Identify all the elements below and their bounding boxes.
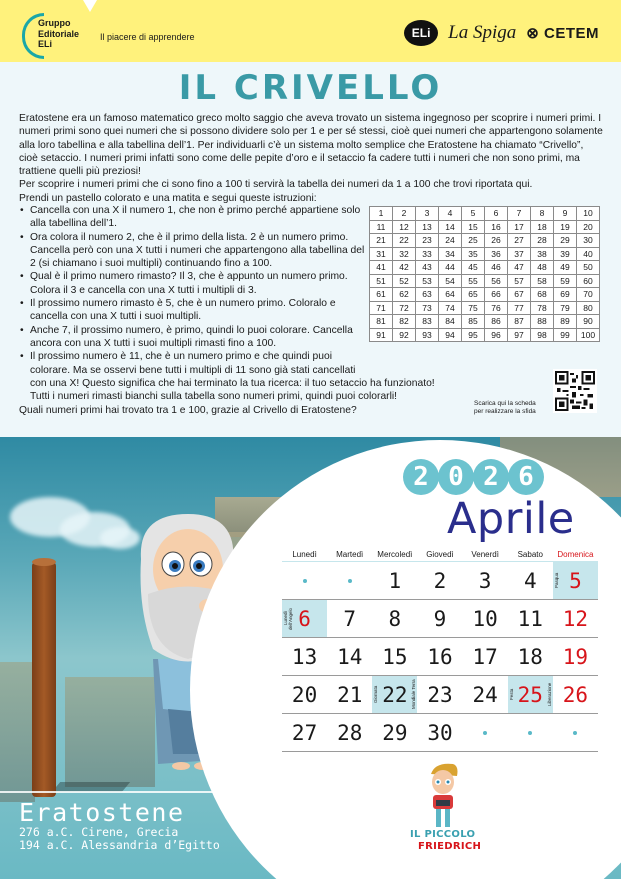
- calendar-empty-cell: [553, 714, 598, 751]
- intro-prompt: Prendi un pastello colorato e una matita e segui queste istruzioni:: [19, 192, 317, 204]
- calendar-day-cell[interactable]: [553, 638, 598, 675]
- grid-number-cell[interactable]: 26: [485, 234, 508, 248]
- calendar-day-cell[interactable]: [372, 600, 417, 637]
- grid-number-cell[interactable]: 73: [416, 301, 439, 315]
- instruction-item: • Ora colora il numero 2, che è il primo della lista. 2 è un numero primo. Cancella però con una X tutti i numeri che appartengono alla tabellina del 2 (si chiamano i suoi multipli) continuando fino a 100.: [19, 231, 369, 271]
- grid-number-cell[interactable]: 59: [554, 274, 577, 288]
- dot-icon: [303, 579, 307, 583]
- day-number: 13: [291, 644, 318, 669]
- day-number: 3: [478, 568, 492, 593]
- weekday-label: Giovedì: [426, 550, 454, 559]
- calendar-day-cell[interactable]: [372, 562, 417, 599]
- day-number: 8: [388, 606, 402, 631]
- grid-number-cell[interactable]: 87: [508, 315, 531, 329]
- grid-number-cell[interactable]: 14: [439, 220, 462, 234]
- grid-number-cell[interactable]: 4: [439, 207, 462, 221]
- calendar-day-cell[interactable]: [417, 600, 462, 637]
- grid-row: [370, 315, 600, 329]
- grid-number-cell[interactable]: 74: [439, 301, 462, 315]
- ruin-column-icon: [0, 662, 35, 802]
- grid-number-cell[interactable]: 10: [577, 207, 600, 221]
- calendar-day-cell[interactable]: [463, 600, 508, 637]
- grid-number-cell[interactable]: 86: [485, 315, 508, 329]
- calendar-week-row: [282, 714, 598, 752]
- grid-number-cell[interactable]: 40: [577, 247, 600, 261]
- grid-number-cell[interactable]: 70: [577, 288, 600, 302]
- header-notch: [83, 0, 97, 12]
- grid-number-cell[interactable]: 80: [577, 301, 600, 315]
- grid-number-cell[interactable]: 100: [577, 328, 600, 342]
- grid-row: [370, 234, 600, 248]
- holiday-note: Giornata: [373, 685, 379, 704]
- grid-number-cell[interactable]: 82: [393, 315, 416, 329]
- qr-caption-line-2: per realizzare la sfida: [474, 407, 536, 415]
- holiday-note: Lunedì dell’Angelo: [283, 607, 293, 630]
- day-number: 15: [382, 644, 408, 669]
- grid-number-cell[interactable]: 18: [531, 220, 554, 234]
- brand-name-line-1: Gruppo: [38, 18, 71, 28]
- calendar-day-cell[interactable]: [327, 600, 372, 637]
- calendar-day-cell[interactable]: [327, 638, 372, 675]
- grid-number-cell[interactable]: 45: [462, 261, 485, 275]
- calendar-day-cell[interactable]: [463, 676, 508, 713]
- calendar-day-cell[interactable]: [417, 676, 462, 713]
- person-birth: 276 a.C. Cirene, Grecia: [19, 825, 179, 839]
- grid-number-cell[interactable]: 28: [531, 234, 554, 248]
- intro-instruction: Per scoprire i numeri primi che ci sono fino a 100 ti servirà la tabella dei numeri da 1 a 100 che trovi riportata qui.: [19, 179, 533, 191]
- grid-number-cell[interactable]: 2: [393, 207, 416, 221]
- year-digit: 6: [508, 459, 544, 495]
- grid-number-cell[interactable]: 60: [577, 274, 600, 288]
- calendar-day-cell[interactable]: [282, 714, 327, 751]
- hundred-number-grid: [369, 206, 600, 342]
- calendar-day-cell[interactable]: [508, 638, 553, 675]
- calendar-day-cell[interactable]: [417, 562, 462, 599]
- grid-number-cell[interactable]: 23: [416, 234, 439, 248]
- calendar-year: [403, 459, 543, 495]
- weekday-label: Sabato: [517, 550, 543, 559]
- grid-number-cell[interactable]: 3: [416, 207, 439, 221]
- qr-caption-line-1: Scarica qui la scheda: [474, 400, 536, 407]
- grid-number-cell[interactable]: 38: [531, 247, 554, 261]
- grid-number-cell[interactable]: 84: [439, 315, 462, 329]
- day-number: 26: [562, 682, 589, 707]
- year-digit: 0: [438, 459, 474, 495]
- holiday-note: Pasqua: [553, 572, 559, 589]
- calendar-day-cell[interactable]: [508, 676, 553, 713]
- calendar-week-row: [282, 562, 598, 600]
- dot-icon: [483, 731, 487, 735]
- day-number: 2: [433, 568, 447, 593]
- grid-number-cell[interactable]: 31: [370, 247, 393, 261]
- closing-question: Quali numeri primi hai trovato tra 1 e 100, grazie al Crivello di Eratostene?: [19, 404, 357, 416]
- grid-number-cell[interactable]: 57: [508, 274, 531, 288]
- day-number: 30: [427, 720, 453, 745]
- grid-number-cell[interactable]: 89: [554, 315, 577, 329]
- day-number: 29: [382, 720, 408, 745]
- weekday-label: Lunedì: [292, 550, 317, 559]
- weekday-label-sunday: Domenica: [557, 550, 594, 559]
- dot-icon: [573, 731, 577, 735]
- calendar-day-cell[interactable]: [463, 562, 508, 599]
- brand-name-line-3: ELi: [38, 39, 53, 49]
- calendar-day-cell[interactable]: [282, 676, 327, 713]
- grid-number-cell[interactable]: 25: [462, 234, 485, 248]
- grid-row: [370, 220, 600, 234]
- calendar-day-cell[interactable]: [372, 676, 417, 713]
- laspiga-logo: La Spiga: [448, 22, 517, 43]
- grid-number-cell[interactable]: 39: [554, 247, 577, 261]
- grid-number-cell[interactable]: 54: [439, 274, 462, 288]
- closing-line-1: con una X! Questo significa che hai terminato la tua ricerca: il tuo setaccio ha funzionato!: [30, 378, 435, 389]
- grid-number-cell[interactable]: 92: [393, 328, 416, 342]
- grid-number-cell[interactable]: 72: [393, 301, 416, 315]
- grid-number-cell[interactable]: 27: [508, 234, 531, 248]
- weekday-header: [282, 550, 598, 559]
- grid-number-cell[interactable]: 79: [554, 301, 577, 315]
- grid-number-cell[interactable]: 17: [508, 220, 531, 234]
- grid-number-cell[interactable]: 83: [416, 315, 439, 329]
- grid-number-cell[interactable]: 35: [462, 247, 485, 261]
- qr-code-icon[interactable]: [553, 369, 597, 413]
- calendar-empty-cell: [327, 562, 372, 599]
- grid-number-cell[interactable]: 36: [485, 247, 508, 261]
- grid-number-cell[interactable]: 68: [531, 288, 554, 302]
- grid-number-cell[interactable]: 67: [508, 288, 531, 302]
- day-number: 5: [569, 568, 582, 593]
- grid-number-cell[interactable]: 52: [393, 274, 416, 288]
- gnomon-pole-icon: [32, 562, 56, 797]
- day-number: 21: [337, 682, 363, 707]
- grid-number-cell[interactable]: 1: [370, 207, 393, 221]
- intro-paragraph: Eratostene era un famoso matematico greco molto saggio che aveva trovato un sistema ingegnoso per scoprire i numeri primi. I numeri primi sono quei numeri che si possono dividere solo per 1 e per sé stessi, cioè quei numeri che appartengono solamente alla loro tabellina e alla tabellina dell’1. Per individuarli c’è un sistema molto semplice che Eratostene ha chiamato “Crivello”, cioè setaccio. I numeri primi infatti sono come delle pepite d’oro e il setaccio fa cadere tutti i numeri che non sono primi, ma trattiene quelli più preziosi!: [19, 113, 603, 178]
- grid-row: [370, 274, 600, 288]
- day-number: 9: [433, 606, 447, 631]
- eli-logo-icon: ELi: [404, 20, 438, 46]
- name-divider: [0, 791, 270, 793]
- grid-number-cell[interactable]: 66: [485, 288, 508, 302]
- grid-number-cell[interactable]: 85: [462, 315, 485, 329]
- instruction-item: • Il prossimo numero rimasto è 5, che è un numero primo. Coloralo e cancella con una X tutti i suoi multipli.: [19, 297, 369, 324]
- calendar-month: Aprile: [447, 494, 575, 544]
- grid-number-cell[interactable]: 33: [416, 247, 439, 261]
- piccolo-friedrich-mascot-icon: [423, 762, 463, 832]
- instruction-item: • Cancella con una X il numero 1, che non è primo perché appartiene solo alla tabellina dell’1.: [19, 204, 369, 231]
- grid-number-cell[interactable]: 98: [531, 328, 554, 342]
- calendar-week-row: [282, 676, 598, 714]
- calendar-day-cell[interactable]: [372, 714, 417, 751]
- grid-number-cell[interactable]: 30: [577, 234, 600, 248]
- instruction-list: [19, 204, 369, 377]
- grid-number-cell[interactable]: 62: [393, 288, 416, 302]
- grid-row: [370, 288, 600, 302]
- day-number: 19: [562, 644, 589, 669]
- grid-number-cell[interactable]: 32: [393, 247, 416, 261]
- instruction-item: • Anche 7, il prossimo numero, è primo, quindi lo puoi colorare. Cancella ancora con una X tutti i suoi multipli rimasti fino a 100.: [19, 324, 369, 351]
- calendar-day-cell[interactable]: [463, 638, 508, 675]
- calendar-day-cell[interactable]: [508, 562, 553, 599]
- cetem-logo: ⊗ CETEM: [526, 25, 599, 42]
- grid-row: [370, 301, 600, 315]
- day-number: 14: [337, 644, 363, 669]
- grid-number-cell[interactable]: 81: [370, 315, 393, 329]
- day-number: 23: [427, 682, 453, 707]
- grid-row: [370, 328, 600, 342]
- person-name: Eratostene: [19, 798, 185, 827]
- grid-number-cell[interactable]: 77: [508, 301, 531, 315]
- grid-number-cell[interactable]: 61: [370, 288, 393, 302]
- day-number: 28: [337, 720, 363, 745]
- grid-number-cell[interactable]: 90: [577, 315, 600, 329]
- day-number: 7: [343, 606, 357, 631]
- grid-number-cell[interactable]: 41: [370, 261, 393, 275]
- weekday-label: Martedì: [336, 550, 364, 559]
- intro-text: [19, 112, 604, 205]
- holiday-note: Mondiale Terra: [411, 679, 417, 710]
- day-number: 1: [388, 568, 402, 593]
- calendar-day-cell[interactable]: [553, 562, 598, 599]
- calendar-empty-cell: [508, 714, 553, 751]
- day-number: 27: [291, 720, 318, 745]
- grid-number-cell[interactable]: 56: [485, 274, 508, 288]
- day-number: 17: [472, 644, 498, 669]
- grid-number-cell[interactable]: 34: [439, 247, 462, 261]
- grid-number-cell[interactable]: 48: [531, 261, 554, 275]
- day-number: 11: [517, 606, 543, 631]
- grid-number-cell[interactable]: 15: [462, 220, 485, 234]
- calendar-day-cell[interactable]: [372, 638, 417, 675]
- grid-number-cell[interactable]: 51: [370, 274, 393, 288]
- grid-number-cell[interactable]: 75: [462, 301, 485, 315]
- grid-number-cell[interactable]: 37: [508, 247, 531, 261]
- brand-name: [38, 18, 79, 50]
- calendar-day-cell[interactable]: [282, 638, 327, 675]
- grid-row: [370, 247, 600, 261]
- day-number: 22: [382, 682, 408, 707]
- day-number: 25: [517, 682, 543, 707]
- day-number: 24: [472, 682, 498, 707]
- grid-number-cell[interactable]: 88: [531, 315, 554, 329]
- calendar-empty-cell: [463, 714, 508, 751]
- grid-number-cell[interactable]: 24: [439, 234, 462, 248]
- grid-number-cell[interactable]: 29: [554, 234, 577, 248]
- grid-number-cell[interactable]: 55: [462, 274, 485, 288]
- grid-number-cell[interactable]: 16: [485, 220, 508, 234]
- calendar-day-cell[interactable]: [553, 676, 598, 713]
- closing-text: [19, 377, 489, 417]
- grid-number-cell[interactable]: 76: [485, 301, 508, 315]
- calendar-grid: [282, 562, 598, 752]
- grid-number-cell[interactable]: 53: [416, 274, 439, 288]
- calendar-day-cell[interactable]: [282, 600, 327, 637]
- grid-number-cell[interactable]: 22: [393, 234, 416, 248]
- grid-number-cell[interactable]: 44: [439, 261, 462, 275]
- qr-caption: [474, 400, 536, 415]
- calendar-day-cell[interactable]: [508, 600, 553, 637]
- calendar-week-row: [282, 638, 598, 676]
- grid-number-cell[interactable]: 42: [393, 261, 416, 275]
- gnomon-pole-top-icon: [32, 558, 56, 566]
- grid-number-cell[interactable]: 63: [416, 288, 439, 302]
- grid-number-cell[interactable]: 19: [554, 220, 577, 234]
- calendar-day-cell[interactable]: [327, 676, 372, 713]
- brand-tagline: Il piacere di apprendere: [100, 32, 195, 42]
- grid-number-cell[interactable]: 71: [370, 301, 393, 315]
- calendar-day-cell[interactable]: [417, 714, 462, 751]
- grid-number-cell[interactable]: 6: [485, 207, 508, 221]
- instruction-item: • Il prossimo numero è 11, che è un numero primo e che quindi puoi colorare. Ma se osservi bene tutti i multipli di 11 sono già stati cancellati: [19, 350, 369, 377]
- brand-name-line-2: Editoriale: [38, 28, 80, 39]
- grid-number-cell[interactable]: 5: [462, 207, 485, 221]
- calendar-week-row: [282, 600, 598, 638]
- day-number: 18: [517, 644, 543, 669]
- cetem-logo-text: CETEM: [544, 25, 599, 42]
- year-digit: 2: [473, 459, 509, 495]
- grid-number-cell[interactable]: 64: [439, 288, 462, 302]
- grid-row: [370, 261, 600, 275]
- calendar-day-cell[interactable]: [553, 600, 598, 637]
- grid-number-cell[interactable]: 99: [554, 328, 577, 342]
- grid-number-cell[interactable]: 11: [370, 220, 393, 234]
- weekday-label: Venerdì: [471, 550, 499, 559]
- grid-number-cell[interactable]: 69: [554, 288, 577, 302]
- grid-number-cell[interactable]: 78: [531, 301, 554, 315]
- grid-number-cell[interactable]: 46: [485, 261, 508, 275]
- grid-number-cell[interactable]: 91: [370, 328, 393, 342]
- calendar-empty-cell: [282, 562, 327, 599]
- publisher-logos: [404, 20, 599, 46]
- grid-number-cell[interactable]: 21: [370, 234, 393, 248]
- grid-number-cell[interactable]: 20: [577, 220, 600, 234]
- mascot-title-line-1: IL PICCOLO: [410, 829, 476, 840]
- closing-line-2: Tutti i numeri rimasti bianchi sulla tabella sono numeri primi, quindi puoi colorarli!: [30, 391, 398, 403]
- grid-number-cell[interactable]: 43: [416, 261, 439, 275]
- grid-number-cell[interactable]: 94: [439, 328, 462, 342]
- grid-number-cell[interactable]: 95: [462, 328, 485, 342]
- grid-number-cell[interactable]: 13: [416, 220, 439, 234]
- grid-number-cell[interactable]: 12: [393, 220, 416, 234]
- day-number: 10: [472, 606, 498, 631]
- grid-number-cell[interactable]: 97: [508, 328, 531, 342]
- grid-number-cell[interactable]: 50: [577, 261, 600, 275]
- calendar-day-cell[interactable]: [417, 638, 462, 675]
- day-number: 4: [523, 568, 537, 593]
- dot-icon: [528, 731, 532, 735]
- day-number: 6: [298, 606, 311, 631]
- grid-number-cell[interactable]: 65: [462, 288, 485, 302]
- person-death: 194 a.C. Alessandria d’Egitto: [19, 838, 220, 852]
- page-title: IL CRIVELLO: [178, 68, 443, 108]
- weekday-label: Mercoledì: [377, 550, 413, 559]
- header-band: [0, 0, 621, 62]
- grid-number-cell[interactable]: 7: [508, 207, 531, 221]
- day-number: 12: [562, 606, 589, 631]
- grid-number-cell[interactable]: 49: [554, 261, 577, 275]
- day-number: 16: [427, 644, 453, 669]
- grid-number-cell[interactable]: 93: [416, 328, 439, 342]
- grid-row: [370, 207, 600, 221]
- grid-number-cell[interactable]: 9: [554, 207, 577, 221]
- grid-number-cell[interactable]: 8: [531, 207, 554, 221]
- mascot-title-line-2: FRIEDRICH: [418, 841, 482, 852]
- instruction-item: • Qual è il primo numero rimasto? Il 3, che è appunto un numero primo. Colora il 3 e cancella con una X tutti i multipli di 3.: [19, 270, 369, 297]
- holiday-note: Festa: [508, 688, 514, 701]
- holiday-note: Liberazione: [546, 682, 552, 707]
- calendar-day-cell[interactable]: [327, 714, 372, 751]
- grid-number-cell[interactable]: 58: [531, 274, 554, 288]
- dot-icon: [348, 579, 352, 583]
- grid-number-cell[interactable]: 96: [485, 328, 508, 342]
- grid-number-cell[interactable]: 47: [508, 261, 531, 275]
- day-number: 20: [291, 682, 318, 707]
- year-digit: 2: [403, 459, 439, 495]
